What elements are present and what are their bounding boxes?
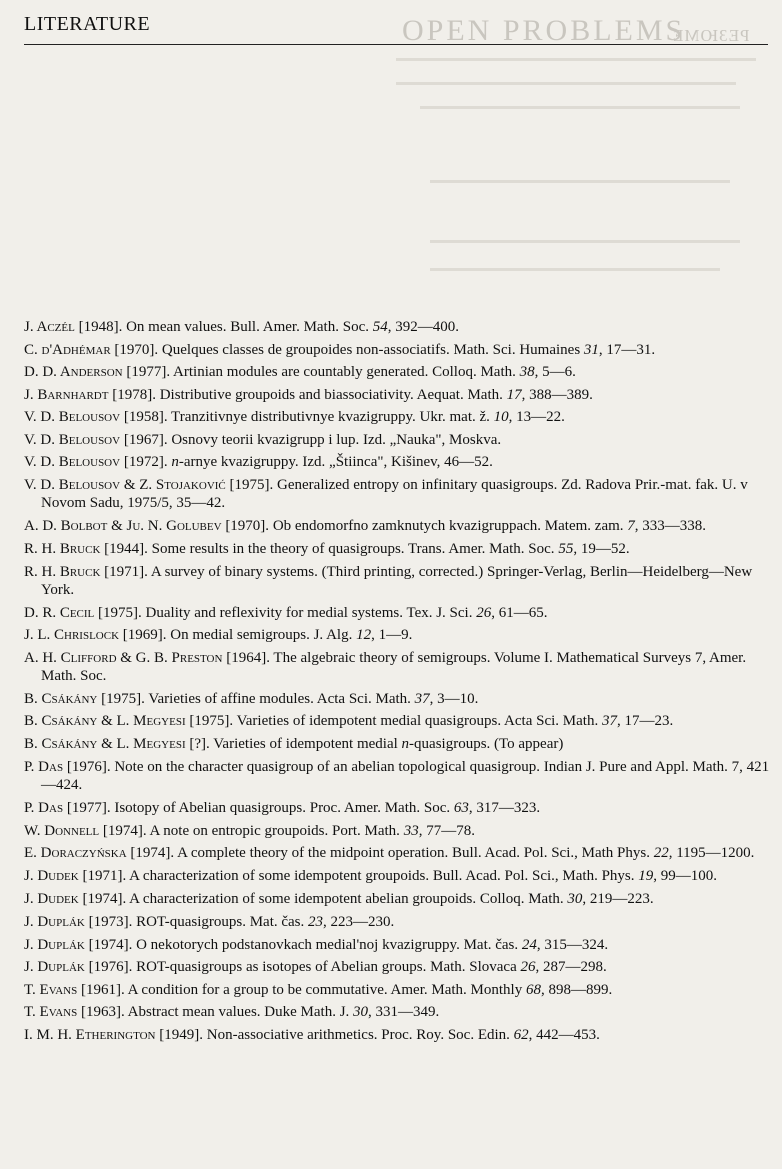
reference-author: B. Csákány & L. Megyesi	[24, 736, 186, 753]
reference-text: Note on the character quasigroup of an abelian topological quasigroup. Indian J. Pure and Appl. Math. 7, 421—424.	[41, 759, 770, 794]
reference-pages: , 3—10.	[429, 690, 479, 707]
page-header	[24, 10, 768, 45]
reference-text: Abstract mean values. Duke Math. J.	[124, 1004, 354, 1021]
reference-volume: 30	[567, 891, 583, 908]
reference-year: [1948].	[78, 319, 123, 335]
reference-pages: , 17—31.	[598, 341, 656, 358]
reference-entry	[24, 690, 772, 708]
reference-volume: 33	[403, 822, 419, 839]
reference-italic: n	[401, 736, 410, 753]
bleed-through-line	[430, 180, 730, 183]
reference-text: A characterization of some idempotent groupoids. Bull. Acad. Pol. Sci., Math. Phys.	[126, 868, 639, 885]
reference-entry	[24, 363, 772, 381]
reference-entry	[24, 712, 772, 730]
reference-entry	[24, 981, 772, 999]
reference-author: R. H. Bruck	[24, 541, 101, 558]
reference-entry	[24, 758, 772, 794]
reference-text: ROT-quasigroups as isotopes of Abelian groups. Math. Slovaca	[132, 959, 521, 976]
reference-pages: , 392—400.	[387, 319, 459, 335]
reference-entry	[24, 563, 772, 599]
reference-author: T. Evans	[24, 981, 78, 998]
reference-year: [1975].	[101, 690, 145, 707]
reference-year: [1972].	[123, 454, 168, 471]
reference-pages: , 1—9.	[371, 627, 413, 644]
reference-author: C. d'Adhémar	[24, 341, 111, 358]
page-title: LITERATURE	[24, 13, 151, 35]
bleed-through-title: OPEN PROBLEMS	[402, 14, 686, 47]
reference-author: E. Doraczyńska	[24, 845, 127, 862]
reference-entry	[24, 936, 772, 954]
reference-year: [1970].	[225, 517, 270, 534]
reference-author: J. Duplák	[24, 959, 85, 976]
reference-year: [1974].	[82, 891, 127, 908]
reference-pages: , 77—78.	[418, 822, 475, 839]
reference-entry	[24, 958, 772, 976]
reference-text: Duality and reflexivity for medial systems. Tex. J. Sci.	[141, 604, 477, 621]
bleed-through-line	[430, 268, 720, 271]
reference-volume: 17	[506, 386, 522, 403]
reference-year: [1978].	[112, 386, 156, 403]
reference-volume: 10	[493, 409, 509, 426]
reference-pages: , 317—323.	[468, 800, 541, 817]
reference-author: J. Dudek	[24, 868, 79, 885]
reference-text: ROT-quasigroups. Mat. čas.	[132, 913, 309, 930]
reference-pages: , 13—22.	[508, 409, 565, 426]
reference-volume: 63	[453, 800, 469, 817]
bleed-through-line	[420, 106, 740, 109]
reference-volume: 23	[308, 913, 324, 930]
reference-pages: , 388—389.	[521, 386, 593, 403]
reference-year: [1974].	[88, 936, 133, 953]
reference-text: The algebraic theory of semigroups. Volume I. Mathematical Surveys 7, Amer. Math. Soc.	[41, 649, 747, 684]
reference-text: -arnye kvazigruppy. Izd. „Štiinca", Kišinev, 46—52.	[178, 454, 493, 471]
reference-entry	[24, 867, 772, 885]
reference-text: Varieties of idempotent medial	[209, 736, 402, 753]
reference-year: [1944].	[104, 541, 148, 558]
reference-volume: 26	[520, 959, 536, 976]
reference-volume: 12	[356, 627, 372, 644]
bleed-through-line	[396, 58, 756, 61]
reference-year: [1969].	[122, 627, 167, 644]
reference-text: Generalized entropy on infinitary quasigroups. Zd. Radova Prir.-mat. fak. U. v Novom Sadu, 1975/5, 35—42.	[41, 476, 748, 511]
reference-year: [1958].	[123, 409, 168, 426]
reference-text: On medial semigroups. J. Alg.	[166, 627, 357, 644]
reference-entry	[24, 890, 772, 908]
reference-text: A characterization of some idempotent abelian groupoids. Colloq. Math.	[126, 891, 568, 908]
reference-year: [1961].	[81, 981, 125, 998]
reference-text: Tranzitivnye distributivnye kvazigruppy. Ukr. mat. ž.	[167, 409, 494, 426]
reference-pages: , 898—899.	[540, 981, 613, 998]
reference-author: A. D. Bolbot & Ju. N. Golubev	[24, 517, 222, 534]
reference-entry	[24, 1026, 772, 1044]
reference-author: T. Evans	[24, 1004, 78, 1021]
reference-entry	[24, 649, 772, 685]
reference-entry	[24, 822, 772, 840]
reference-entry	[24, 540, 772, 558]
reference-year: [1975].	[189, 713, 234, 730]
reference-volume: 62	[513, 1026, 529, 1043]
reference-pages: , 219—223.	[582, 891, 654, 908]
reference-text: Quelques classes de groupoides non-associatifs. Math. Sci. Humaines	[158, 341, 584, 358]
reference-text: Varieties of idempotent medial quasigroups. Acta Sci. Math.	[233, 713, 602, 730]
bleed-through-line	[430, 240, 740, 243]
reference-year: [1974].	[130, 845, 175, 862]
reference-author: D. R. Cecil	[24, 604, 95, 621]
reference-author: P. Das	[24, 800, 64, 817]
reference-entry	[24, 408, 772, 426]
reference-volume: 26	[476, 604, 492, 621]
reference-entry	[24, 431, 772, 449]
reference-italic: n	[171, 454, 179, 471]
reference-text: A note on entropic groupoids. Port. Math.	[146, 822, 404, 839]
reference-volume: 7	[627, 517, 635, 534]
reference-author: J. L. Chrislock	[24, 627, 120, 644]
reference-year: [1975].	[229, 476, 274, 493]
reference-volume: 19	[638, 868, 654, 885]
reference-year: [1973].	[88, 913, 133, 930]
reference-pages: , 287—298.	[535, 959, 607, 976]
reference-author: D. D. Anderson	[24, 364, 123, 381]
reference-volume: 37	[601, 713, 617, 730]
reference-pages: , 1195—1200.	[668, 845, 755, 862]
reference-author: J. Duplák	[24, 913, 85, 930]
reference-year: [1970].	[114, 341, 159, 358]
reference-author: W. Donnell	[24, 822, 100, 839]
reference-text: Ob endomorfno zamknutych kvazigruppach. Matem. zam.	[269, 517, 628, 534]
reference-year: [1977].	[126, 364, 171, 381]
reference-entry	[24, 386, 772, 404]
reference-year: [1963].	[81, 1004, 125, 1021]
reference-pages: , 61—65.	[491, 604, 548, 621]
reference-volume: 37	[414, 690, 430, 707]
reference-author: V. D. Belousov & Z. Stojaković	[24, 476, 226, 493]
reference-pages: , 442—453.	[528, 1026, 600, 1043]
reference-year: [1971].	[104, 563, 148, 580]
reference-author: V. D. Belousov	[24, 431, 121, 448]
reference-pages: , 99—100.	[653, 868, 717, 885]
reference-list	[24, 318, 772, 1048]
reference-entry	[24, 735, 772, 753]
reference-author: J. Barnhardt	[24, 386, 109, 403]
reference-year: [1964].	[226, 649, 270, 666]
reference-pages: , 331—349.	[368, 1004, 440, 1021]
reference-year: [1975].	[98, 604, 142, 621]
reference-pages: , 17—23.	[616, 713, 674, 730]
reference-entry	[24, 1003, 772, 1021]
reference-volume: 31	[583, 341, 599, 358]
reference-year: [1974].	[102, 822, 147, 839]
bleed-through-line	[396, 82, 736, 85]
reference-author: J. Aczél	[24, 319, 75, 335]
reference-text: A survey of binary systems. (Third printing, corrected.) Springer-Verlag, Berlin—Heidelberg—New York.	[41, 563, 753, 598]
reference-volume: 38	[519, 364, 535, 381]
reference-year: [1949].	[159, 1026, 204, 1043]
reference-author: B. Csákány	[24, 690, 98, 707]
reference-entry	[24, 453, 772, 471]
reference-pages: , 315—324.	[536, 936, 609, 953]
reference-entry	[24, 844, 772, 862]
reference-author: A. H. Clifford & G. B. Preston	[24, 649, 223, 666]
reference-text: Isotopy of Abelian quasigroups. Proc. Amer. Math. Soc.	[110, 800, 454, 817]
bleed-through-reversed-heading: РЕЗЮМЕ	[672, 26, 750, 45]
reference-author: V. D. Belousov	[24, 409, 121, 426]
reference-entry	[24, 341, 772, 359]
reference-author: V. D. Belousov	[24, 454, 121, 471]
reference-year: [1976].	[88, 959, 133, 976]
reference-volume: 24	[521, 936, 537, 953]
reference-pages: , 19—52.	[573, 541, 630, 558]
reference-entry	[24, 318, 772, 336]
reference-year: [1976].	[66, 759, 111, 776]
reference-year: [1977].	[66, 800, 111, 817]
reference-year: [1967].	[123, 431, 168, 448]
reference-text: On mean values. Bull. Amer. Math. Soc.	[122, 319, 373, 335]
reference-text: Non-associative arithmetics. Proc. Roy. Soc. Edin.	[203, 1026, 514, 1043]
reference-entry	[24, 476, 772, 512]
reference-author: J. Dudek	[24, 891, 79, 908]
reference-author: J. Duplák	[24, 936, 85, 953]
reference-entry	[24, 913, 772, 931]
reference-volume: 30	[353, 1004, 369, 1021]
reference-author: B. Csákány & L. Megyesi	[24, 713, 186, 730]
reference-year: [?].	[189, 736, 210, 753]
reference-pages: , 333—338.	[634, 517, 707, 534]
reference-volume: 68	[525, 981, 541, 998]
reference-volume: 22	[653, 845, 669, 862]
reference-year: [1971].	[82, 868, 127, 885]
reference-text: O nekotorych podstanovkach medial'noj kvazigruppy. Mat. čas.	[132, 936, 522, 953]
reference-text: A complete theory of the midpoint operation. Bull. Acad. Pol. Sci., Math Phys.	[174, 845, 654, 862]
reference-text: -quasigroups. (To appear)	[409, 736, 564, 753]
reference-author: I. M. H. Etherington	[24, 1026, 156, 1043]
reference-entry	[24, 799, 772, 817]
reference-text: A condition for a group to be commutative. Amer. Math. Monthly	[124, 981, 526, 998]
reference-text: Varieties of affine modules. Acta Sci. Math.	[144, 690, 415, 707]
reference-text: Some results in the theory of quasigroups. Trans. Amer. Math. Soc.	[147, 541, 559, 558]
reference-author: R. H. Bruck	[24, 563, 101, 580]
reference-volume: 54	[372, 319, 388, 335]
reference-text: Artinian modules are countably generated. Colloq. Math.	[170, 364, 520, 381]
reference-entry	[24, 626, 772, 644]
reference-volume: 55	[558, 541, 574, 558]
reference-pages: , 223—230.	[323, 913, 395, 930]
reference-entry	[24, 604, 772, 622]
reference-entry	[24, 517, 772, 535]
reference-pages: , 5—6.	[534, 364, 576, 381]
reference-text: Osnovy teorii kvazigrupp i lup. Izd. „Nauka", Moskva.	[167, 431, 502, 448]
reference-author: P. Das	[24, 759, 64, 776]
reference-text: Distributive groupoids and biassociativity. Aequat. Math.	[155, 386, 507, 403]
